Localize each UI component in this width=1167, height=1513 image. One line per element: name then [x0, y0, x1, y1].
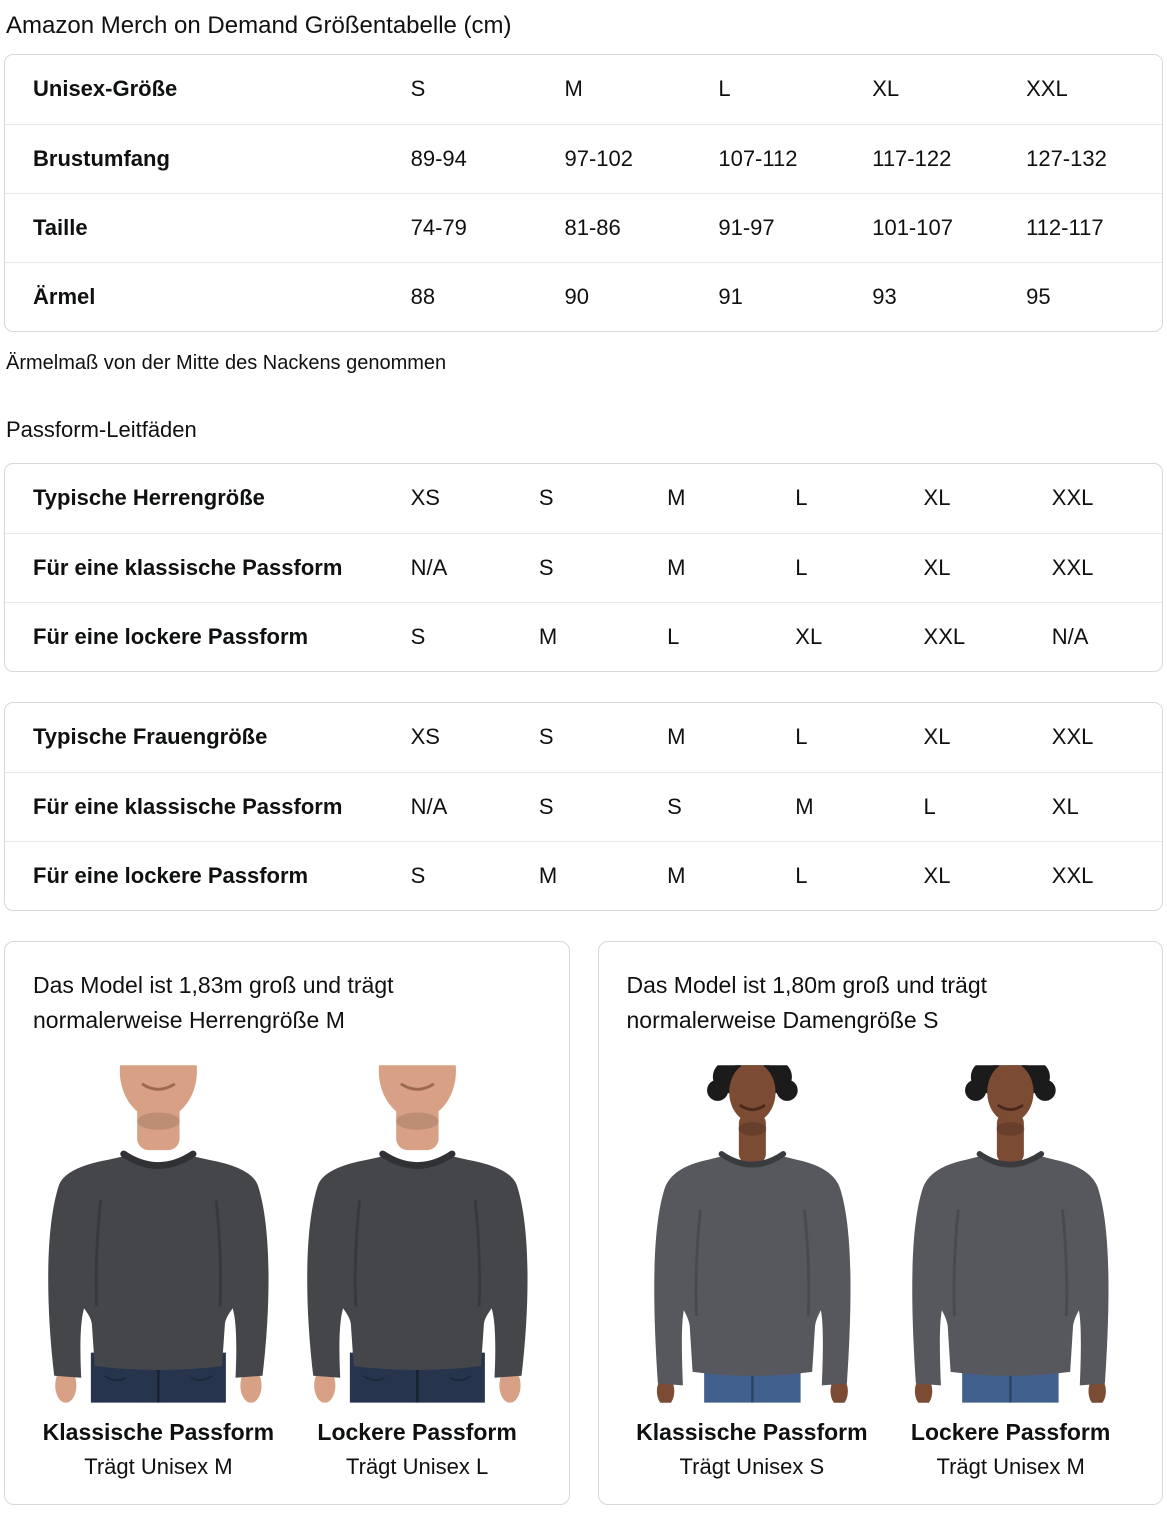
fit-caption: Klassische Passform — [636, 1419, 868, 1445]
size-cell: 117-122 — [854, 124, 1008, 193]
size-cell: 91 — [700, 262, 854, 331]
size-cell: L — [649, 602, 777, 671]
fit-size-caption: Trägt Unisex M — [936, 1454, 1085, 1479]
size-cell: XL — [906, 533, 1034, 602]
photo-column — [627, 1061, 878, 1480]
size-cell: XL — [1034, 772, 1162, 841]
size-cell: S — [538, 724, 554, 750]
row-label: Unisex-Größe — [33, 76, 178, 102]
size-cell: M — [649, 533, 777, 602]
table-row — [5, 772, 1162, 841]
size-cell: L — [777, 841, 905, 910]
size-cell: L — [906, 772, 1034, 841]
size-cell: 93 — [854, 262, 1008, 331]
size-cell: M — [564, 76, 583, 102]
size-cell: M — [649, 841, 777, 910]
row-label: Brustumfang — [5, 124, 393, 193]
size-cell: 81-86 — [546, 193, 700, 262]
model-description: Das Model ist 1,80m groß und trägt normalerweise Damengröße S — [626, 972, 987, 1033]
size-cell: L — [795, 724, 808, 750]
size-cell: XS — [410, 724, 440, 750]
size-cell: XS — [410, 485, 440, 511]
model-photo-female-loose — [885, 1061, 1136, 1407]
row-label: Für eine klassische Passform — [5, 772, 393, 841]
size-cell: S — [538, 485, 554, 511]
unisex-size-table — [5, 55, 1162, 331]
size-cell: S — [521, 533, 649, 602]
size-cell: 107-112 — [700, 124, 854, 193]
size-cell: XL — [923, 485, 951, 511]
sleeve-measure-note: Ärmelmaß von der Mitte des Nackens genommen — [6, 352, 447, 374]
size-cell: XXL — [1034, 533, 1162, 602]
table-row — [5, 124, 1162, 193]
table-row — [5, 55, 1162, 124]
photo-row — [627, 1061, 1137, 1480]
size-cell: XXL — [1026, 76, 1068, 102]
model-cards — [4, 941, 1163, 1505]
size-cell: M — [667, 724, 686, 750]
photo-column — [885, 1061, 1136, 1480]
size-cell: L — [777, 533, 905, 602]
fit-size-caption: Trägt Unisex S — [679, 1454, 825, 1479]
fit-caption: Lockere Passform — [317, 1419, 517, 1445]
model-photo-male-loose — [292, 1061, 543, 1407]
fit-size-caption: Trägt Unisex M — [84, 1454, 233, 1479]
size-cell: L — [718, 76, 731, 102]
size-cell: L — [795, 485, 808, 511]
size-cell: N/A — [1034, 602, 1162, 671]
size-cell: M — [667, 485, 686, 511]
row-label: Ärmel — [5, 262, 393, 331]
size-cell: S — [649, 772, 777, 841]
table-row — [5, 841, 1162, 910]
fit-caption: Klassische Passform — [42, 1419, 275, 1445]
size-cell: 95 — [1008, 262, 1162, 331]
size-cell: M — [521, 602, 649, 671]
fit-size-caption: Trägt Unisex L — [346, 1454, 489, 1479]
unisex-size-table-card — [4, 54, 1163, 332]
fit-guides-heading: Passform-Leitfäden — [6, 417, 197, 442]
page-title: Amazon Merch on Demand Größentabelle (cm) — [6, 12, 512, 39]
size-cell: N/A — [393, 533, 521, 602]
size-cell: 90 — [546, 262, 700, 331]
row-label: Typische Herrengröße — [33, 485, 265, 511]
male-model-card — [4, 941, 570, 1505]
row-label: Für eine lockere Passform — [5, 841, 393, 910]
size-cell: XL — [906, 841, 1034, 910]
size-cell: XL — [923, 724, 951, 750]
model-photo-female-classic — [627, 1061, 878, 1407]
size-cell: 88 — [393, 262, 547, 331]
size-cell: XXL — [1051, 485, 1094, 511]
female-model-card — [598, 941, 1164, 1505]
size-cell: 97-102 — [546, 124, 700, 193]
table-row — [5, 464, 1162, 533]
size-cell: N/A — [393, 772, 521, 841]
table-row — [5, 193, 1162, 262]
row-label: Typische Frauengröße — [33, 724, 268, 750]
size-cell: S — [521, 772, 649, 841]
size-cell: XXL — [1051, 724, 1094, 750]
size-cell: S — [393, 602, 521, 671]
size-cell: 89-94 — [393, 124, 547, 193]
men-fit-table-card — [4, 463, 1163, 672]
row-label: Für eine klassische Passform — [5, 533, 393, 602]
size-cell: 91-97 — [700, 193, 854, 262]
fit-caption: Lockere Passform — [910, 1419, 1111, 1445]
size-cell: S — [393, 841, 521, 910]
model-photo-male-classic — [33, 1061, 284, 1407]
size-cell: 127-132 — [1008, 124, 1162, 193]
size-cell: 101-107 — [854, 193, 1008, 262]
model-description: Das Model ist 1,83m groß und trägt normalerweise Herrengröße M — [33, 972, 394, 1033]
size-cell: S — [410, 76, 426, 102]
size-cell: 112-117 — [1008, 193, 1162, 262]
size-cell: M — [521, 841, 649, 910]
size-cell: M — [777, 772, 905, 841]
table-row — [5, 602, 1162, 671]
table-row — [5, 262, 1162, 331]
table-row — [5, 533, 1162, 602]
row-label: Taille — [5, 193, 393, 262]
size-cell: XL — [777, 602, 905, 671]
table-row — [5, 703, 1162, 772]
men-fit-table — [5, 464, 1162, 671]
size-cell: XL — [872, 76, 900, 102]
women-fit-table-card — [4, 702, 1163, 911]
size-cell: XXL — [906, 602, 1034, 671]
row-label: Für eine lockere Passform — [5, 602, 393, 671]
photo-column — [292, 1061, 543, 1480]
women-fit-table — [5, 703, 1162, 910]
size-cell: XXL — [1034, 841, 1162, 910]
photo-row — [33, 1061, 543, 1480]
photo-column — [33, 1061, 284, 1480]
size-cell: 74-79 — [393, 193, 547, 262]
